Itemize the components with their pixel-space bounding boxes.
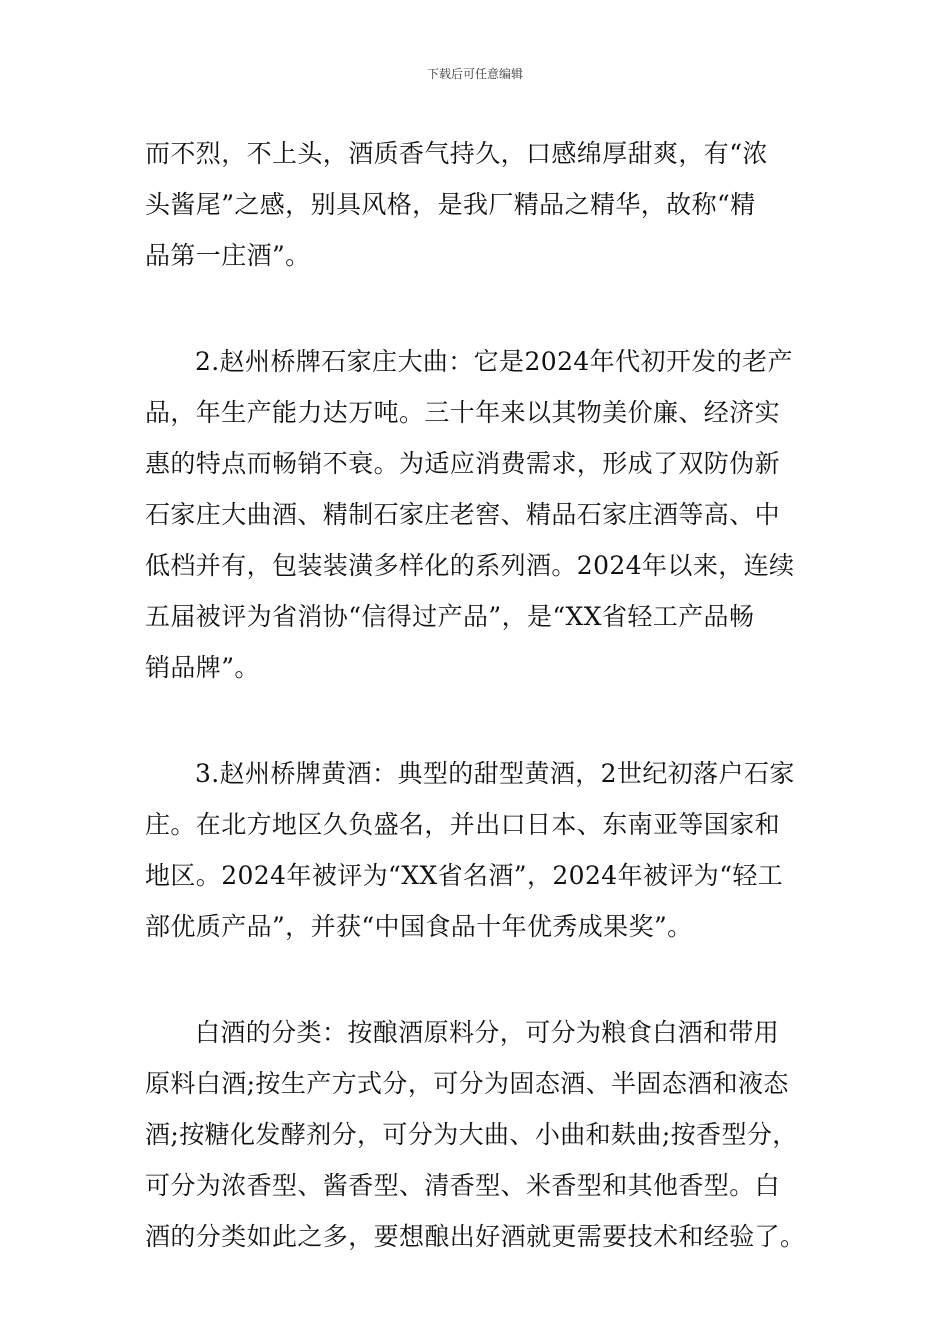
- paragraph-line: 酒;按糖化发酵剂分，可分为大曲、小曲和麸曲;按香型分，: [145, 1120, 798, 1149]
- paragraph-line: 原料白酒;按生产方式分，可分为固态酒、半固态酒和液态: [145, 1069, 789, 1098]
- paragraph-continued-jingpin: [145, 128, 813, 281]
- paragraph-line: 2.赵州桥牌石家庄大曲：它是2024年代初开发的老产: [195, 347, 793, 376]
- paragraph-line: 白酒的分类：按酿酒原料分，可分为粮食白酒和带用: [195, 1018, 780, 1047]
- paragraph-line: 惠的特点而畅销不衰。为适应消费需求，形成了双防伪新: [145, 449, 781, 478]
- paragraph-line: 品第一庄酒”。: [145, 241, 311, 270]
- paragraph-line: 地区。2024年被评为“XX省名酒”，2024年被评为“轻工: [145, 861, 784, 890]
- paragraph-line: 部优质产品”，并获“中国食品十年优秀成果奖”。: [145, 912, 693, 941]
- paragraph-line: 五届被评为省消协“信得过产品”，是“XX省轻工产品畅: [145, 602, 755, 631]
- paragraph-line: 石家庄大曲酒、精制石家庄老窖、精品石家庄酒等高、中: [145, 500, 781, 529]
- paragraph-line: 头酱尾”之感，别具风格，是我厂精品之精华，故称“精: [145, 190, 756, 219]
- paragraph-spacer: [145, 952, 813, 1007]
- paragraph-item-3-huangjiu: [145, 748, 813, 952]
- paragraph-spacer: [145, 693, 813, 748]
- paragraph-spacer: [145, 281, 813, 336]
- paragraph-line: 庄。在北方地区久负盛名，并出口日本、东南亚等国家和: [145, 810, 781, 839]
- paragraph-line: 品，年生产能力达万吨。三十年来以其物美价廉、经济实: [145, 398, 781, 427]
- paragraph-baijiu-classification: [145, 1007, 813, 1262]
- paragraph-line: 销品牌”。: [145, 653, 260, 682]
- paragraph-line: 3.赵州桥牌黄酒：典型的甜型黄酒，2世纪初落户石家: [195, 759, 795, 788]
- paragraph-line: 可分为浓香型、酱香型、清香型、米香型和其他香型。白: [145, 1171, 781, 1200]
- paragraph-line: 低档并有，包装装潢多样化的系列酒。2024年以来，连续: [145, 551, 795, 580]
- paragraph-line: 而不烈，不上头，酒质香气持久，口感绵厚甜爽，有“浓: [145, 139, 768, 168]
- document-body: [145, 128, 813, 1262]
- paragraph-line: 酒的分类如此之多，要想酿出好酒就更需要技术和经验了。: [145, 1222, 806, 1251]
- page-header: 下载后可任意编辑: [426, 67, 523, 81]
- paragraph-item-2-daqu: [145, 336, 813, 693]
